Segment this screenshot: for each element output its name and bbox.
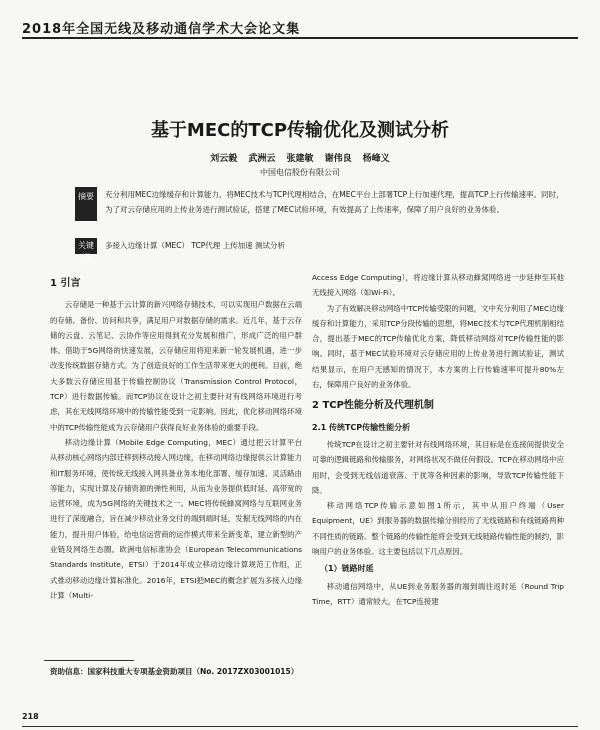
- running-header: [22, 10, 582, 38]
- affiliation: 中国电信股份有限公司: [260, 168, 340, 177]
- subsection-heading: 2.1 传统TCP传输性能分析: [312, 422, 411, 432]
- footer-rule: [22, 726, 578, 727]
- funding-note: 资助信息：国家科技重大专项基金资助项目（No. 2017ZX03001015）: [50, 667, 299, 676]
- running-title: 2018年全国无线及移动通信学术大会论文集: [22, 22, 301, 37]
- subsubsection-heading: （1）链路时延: [320, 564, 374, 574]
- page-number: 218: [22, 712, 39, 721]
- paragraph: 云存储是一种基于云计算的新兴网络存储技术，可以实现用户数据在云端的存储、备份、访问和共享，满足用户对数据存储的需求。近几年，基于云存储的云盘、云笔记、云协作等应用得到充分发展和推广，形成广泛的用户群体。借助于5G网络的快速发展，云存储应用将迎来新一轮发展机遇，进一步改变传统数据存储方式。为了创造良好的工作生活带来更大的便利。目前，绝大多数云存储应用基于传输控制协议（Transmission Control Protocol，TCP）进行数据传输。而TCP协议在设计之初主要针对有线网络环境进行考虑，其在无线网络环境中的传输性能受到一定影响。因此，优化移动网络环境中的TCP传输性能成为云存储用户获得良好业务体验的重要手段。: [50, 300, 302, 432]
- left-column: [50, 270, 302, 603]
- keywords-text: 多接入边缘计算（MEC） TCP代理 上传加速 测试分析: [105, 241, 285, 250]
- abstract-text: 充分利用MEC边缘缓存和计算能力，将MEC技术与TCP代理相结合，在MEC平台上部署TCP上行加速代理，提高TCP上行传输速率。同时，为了对云存储应用的上传业务进行测试验证，搭建了MEC试验环境，有效提高了上传速率，保障了用户良好的业务体验。: [105, 190, 564, 214]
- section-heading: 2 TCP性能分析及代理机制: [312, 400, 434, 412]
- paragraph: 移动网络TCP传输示意如图1所示，其中从用户终端（User Equipment，UE）到服务器的数据传输分别经历了无线链路和有线链路两种不同性质的链路。整个链路的传输性能将会受到无线链路传输性能的制约，影响用户的业务体验。这主要包括以下几点原因。: [312, 501, 564, 557]
- paper-title: 基于MEC的TCP传输优化及测试分析: [150, 120, 450, 141]
- paragraph: 移动边缘计算（Mobile Edge Computing，MEC）通过把云计算平台从移动核心网络内部迁移到移动接入网边缘，在移动网络边缘提供云计算能力和IT服务环境，使传统无线接入网具备业务本地化部署、缓存加速、灵活路由等能力，实现计算及存储资源的弹性利用，从而为业务提供低时延、高带宽的运营环境，成为5G网络的关键技术之一。MEC将传统蜂窝网络与互联网业务进行了深度融合，旨在减少移动业务交付的端到端时延，发掘无线网络的内在能力，提升用户体验，给电信运营商的运作模式带来全新变革，建立新型的产业链及网络生态圈。欧洲电信标准协会（European Telecommunications Standards Institute，ETSI）于2014年成立移动边缘计算规范工作组，正式推动移动边缘计算标准化。2016年，ETSI把MEC的概念扩展为多接入边缘计算（Multi-: [50, 437, 302, 600]
- keywords-tag: 关键词: [75, 238, 97, 254]
- keywords-block: [75, 238, 565, 262]
- footnote-rule: [44, 660, 134, 661]
- header-rule: [22, 37, 578, 39]
- paragraph: 为了有效解决移动网络中TCP传输受限的问题，文中充分利用了MEC边缘缓存和计算能力，采用TCP分段传输的思想，将MEC技术与TCP代理机制相结合，提出基于MEC的TCP传输优化方案，降低移动网络对TCP传输性能的影响。同时，基于MEC试验环境对云存储应用的上传业务进行测试验证，测试结果显示，在用户无感知的情况下，本方案的上行传输速率可提升80%左右，保障用户良好的业务体验。: [312, 303, 564, 390]
- paragraph: Access Edge Computing），将边缘计算从移动蜂窝网络进一步延伸至其他无线接入网络（如Wi-Fi）。: [312, 273, 564, 298]
- author-list: 刘云毅 武洲云 张建敏 谢伟良 杨峰义: [210, 154, 390, 164]
- abstract-tag: 摘要: [75, 187, 97, 221]
- right-column: [312, 270, 564, 609]
- paragraph: 传统TCP在设计之初主要针对有线网络环境，其目标是在连接间提供安全可靠的逻辑链路和传输服务，对网络状况不做任何假设。TCP在移动网络中应用时，会受到无线信道衰落、干扰等各种因素的影响，导致TCP传输性能下降。: [312, 439, 564, 495]
- abstract-block: [75, 187, 565, 217]
- section-heading: 1 引言: [50, 278, 81, 289]
- paragraph: 移动通信网络中，从UE到业务服务器的端到端往返时延（Round Trip Time，RTT）通常较大，在TCP连接建: [312, 581, 564, 606]
